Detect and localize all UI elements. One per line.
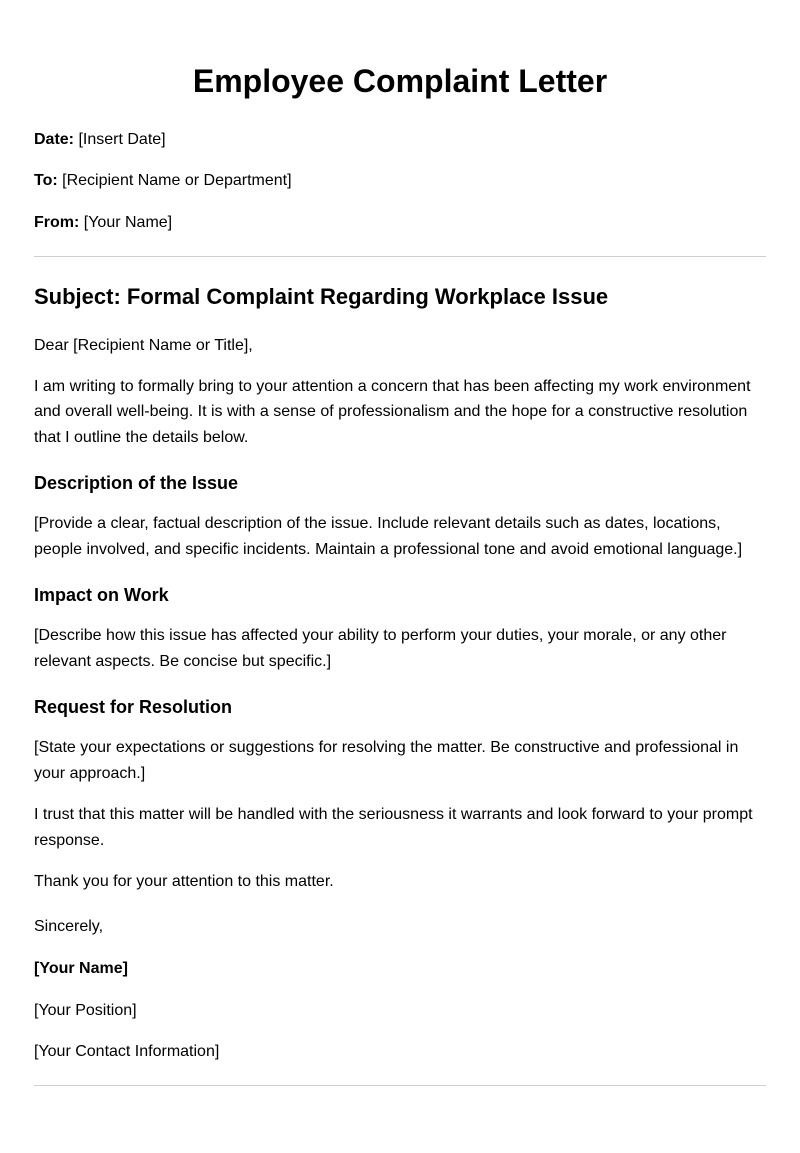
to-label: To:: [34, 172, 58, 189]
section-body-impact: [Describe how this issue has affected your ability to perform your duties, your morale, or any other relevant aspects. Be concise but specific.]: [34, 627, 727, 670]
divider-top: [34, 256, 766, 257]
section-heading-description: Description of the Issue: [34, 473, 239, 493]
closing: Sincerely,: [34, 917, 104, 935]
page-title: Employee Complaint Letter: [192, 63, 608, 99]
from-label: From:: [34, 214, 80, 231]
date-value: [Insert Date]: [74, 131, 166, 148]
section-body-resolution: [State your expectations or suggestions for resolving the matter. Be constructive and professional in your approach.]: [34, 739, 739, 782]
from-value: [Your Name]: [79, 214, 173, 231]
date-label: Date:: [34, 131, 75, 148]
signature-contact: [Your Contact Information]: [34, 1043, 220, 1060]
to-value: [Recipient Name or Department]: [57, 172, 292, 189]
section-heading-impact: Impact on Work: [34, 585, 169, 605]
signature-position: [Your Position]: [34, 1001, 137, 1019]
section-heading-resolution: Request for Resolution: [34, 697, 233, 717]
greeting: Dear [Recipient Name or Title],: [34, 337, 253, 354]
intro-paragraph: I am writing to formally bring to your attention a concern that has been affecting my work environment and overall well-being. It is with a sense of professionalism and the hope for a constructive resolution that I outline the details below.: [34, 377, 751, 446]
signature-name: [Your Name]: [34, 960, 128, 977]
meta-to: [34, 171, 766, 191]
divider-bottom: [34, 1085, 766, 1086]
subject-heading: Subject: Formal Complaint Regarding Workplace Issue: [34, 284, 609, 309]
thanks-paragraph: Thank you for your attention to this matter.: [34, 873, 334, 890]
meta-from: [34, 213, 766, 233]
meta-date: [34, 130, 766, 150]
section-body-description: [Provide a clear, factual description of the issue. Include relevant details such as dates, locations, people involved, and specific incidents. Maintain a professional tone and avoid emotional language.]: [34, 515, 743, 558]
trust-paragraph: I trust that this matter will be handled with the seriousness it warrants and look forward to your prompt response.: [34, 806, 753, 849]
